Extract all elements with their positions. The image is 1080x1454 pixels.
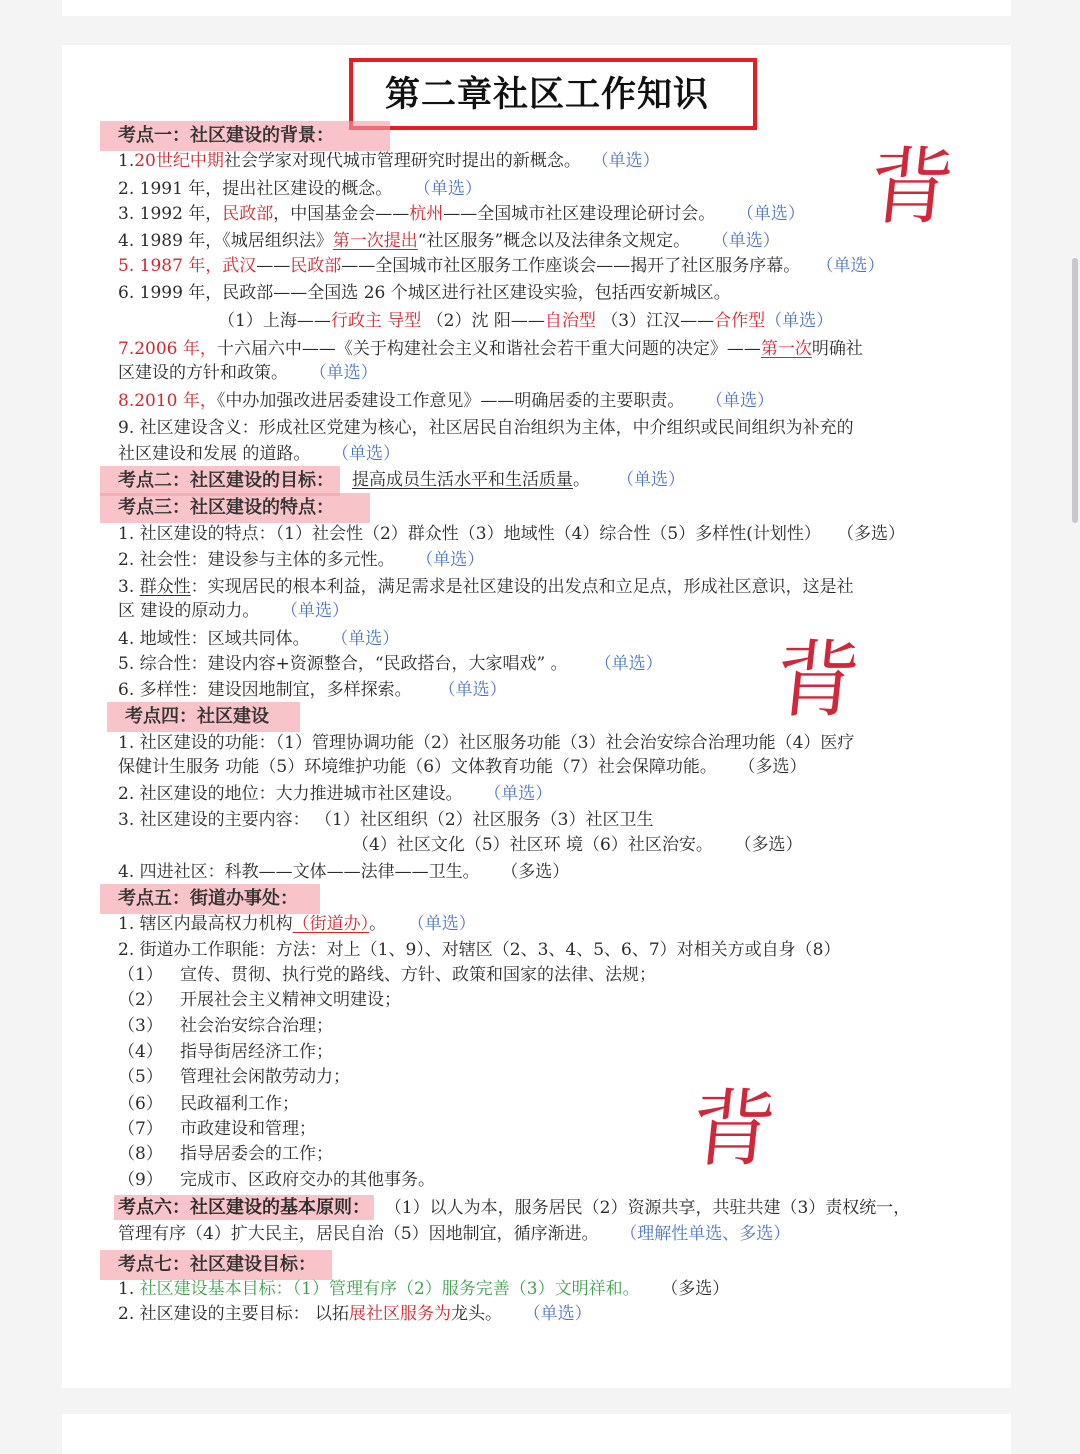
list-item: 9. 社区建设含义：形成社区党建为核心，社区居民自治组织为主体，中介组织或民间组织为补充的 [118, 418, 854, 438]
list-item: 5. 综合性：建设内容+资源整合，“民政搭台，大家唱戏” 。 （单选） [118, 654, 663, 674]
list-item: 保健计生服务 功能（5）环境维护功能（6）文体教育功能（7）社会保障功能。 （多选） [118, 757, 807, 777]
list-item: 7.2006 年，十六届六中——《关于构建社会主义和谐社会若干重大问题的决定》——第一次明确社 [118, 339, 863, 359]
next-page-card [62, 1414, 1011, 1454]
list-item: 2. 社区建设的地位：大力推进城市社区建设。 （单选） [118, 784, 553, 804]
list-item: 6. 多样性：建设因地制宜，多样探索。 （单选） [118, 680, 507, 700]
section-heading: 考点一：社区建设的背景： [100, 121, 390, 151]
section-heading: 考点五：街道办事处： [100, 884, 320, 914]
section-heading: 考点四：社区建设 [107, 702, 300, 732]
list-item: 6. 1999 年，民政部——全国选 26 个城区进行社区建设实验，包括西安新城区。 [118, 283, 731, 303]
list-item: 1. 社区建设基本目标：（1）管理有序（2）服务完善（3）文明祥和。 （多选） [118, 1279, 730, 1299]
list-item: 3. 社区建设的主要内容： （1）社区组织（2）社区服务（3）社区卫生 [118, 810, 654, 830]
sub-item: （9） 完成市、区政府交办的其他事务。 [118, 1170, 435, 1190]
section-heading: 考点三：社区建设的特点： [100, 493, 370, 523]
sub-item: （2） 开展社会主义精神文明建设； [118, 990, 401, 1010]
section-heading: 考点六：社区建设的基本原则： [114, 1195, 374, 1220]
list-item: 2. 社会性：建设参与主体的多元性。 （单选） [118, 550, 485, 570]
section-heading: 考点二：社区建设的目标： [100, 466, 340, 496]
list-item: 3. 1992 年，民政部，中国基金会——杭州——全国城市社区建设理论研讨会。 （单选） [118, 204, 805, 224]
memorize-stamp: 背 [770, 631, 865, 729]
sub-item: （4） 指导街居经济工作； [118, 1042, 333, 1062]
sub-item: （1） 宣传、贯彻、执行党的路线、方针、政策和国家的法律、法规； [118, 965, 656, 985]
section-body: 考点六：社区建设的基本原则： （1）以人为本，服务居民（2）资源共享，共驻共建（3）责权统一， [118, 1195, 910, 1221]
section-heading: 考点七：社区建设目标： [100, 1250, 332, 1280]
scrollbar-thumb[interactable] [1072, 258, 1078, 523]
list-item: 1. 社区建设的特点：（1）社会性（2）群众性（3）地域性（4）综合性（5）多样性(计划性） （多选） [118, 524, 906, 544]
list-item: 1.20世纪中期社会学家对现代城市管理研究时提出的新概念。 （单选） [118, 151, 660, 171]
list-item: 2. 社区建设的主要目标： 以拓展社区服务为龙头。 （单选） [118, 1304, 592, 1324]
list-item: 8.2010 年，《中办加强改进居委建设工作意见》——明确居委的主要职责。 （单选） [118, 391, 775, 411]
list-item: 1. 辖区内最高权力机构（街道办）。 （单选） [118, 914, 476, 934]
memorize-stamp: 背 [864, 138, 959, 236]
list-item: 5. 1987 年，武汉——民政部——全国城市社区服务工作座谈会——揭开了社区服务序幕。 （单选） [118, 256, 885, 276]
sub-item: （7） 市政建设和管理； [118, 1119, 316, 1139]
list-item: 2. 街道办工作职能：方法：对上（1、9）、对辖区（2、3、4、5、6、7）对相关方或自身（8） [118, 940, 841, 960]
list-item: 区 建设的原动力。 （单选） [118, 601, 350, 621]
list-item: 社区建设和发展 的道路。 （单选） [118, 444, 401, 464]
sub-item: （6） 民政福利工作； [118, 1094, 299, 1114]
list-item: （4）社区文化（5）社区环 境（6）社区治安。 （多选） [352, 835, 803, 855]
list-item: 4. 1989 年，《城居组织法》第一次提出“社区服务”概念以及法律条文规定。 （单选） [118, 231, 780, 251]
section-body: 提高成员生活水平和生活质量。 （单选） [352, 470, 686, 490]
list-item: 3. 群众性：实现居民的根本利益，满足需求是社区建设的出发点和立足点，形成社区意识，这是社 [118, 577, 854, 597]
list-item: 2. 1991 年，提出社区建设的概念。 （单选） [118, 179, 482, 199]
list-item: 4. 地域性：区域共同体。 （单选） [118, 629, 400, 649]
list-item: （1）上海——行政主 导型 （2）沈 阳——自治型 （3）江汉——合作型（单选） [218, 311, 834, 331]
page-title: 第二章社区工作知识 [349, 58, 757, 130]
sub-item: （8） 指导居委会的工作； [118, 1144, 333, 1164]
sub-item: （5） 管理社会闲散劳动力； [118, 1067, 350, 1087]
list-item: 区建设的方针和政策。 （单选） [118, 363, 378, 383]
memorize-stamp: 背 [686, 1080, 781, 1178]
sub-item: （3） 社会治安综合治理； [118, 1016, 333, 1036]
section-body: 管理有序（4）扩大民主，居民自治（5）因地制宜，循序渐进。 （理解性单选、多选） [118, 1224, 791, 1244]
list-item: 4. 四进社区：科教——文体——法律——卫生。 （多选） [118, 862, 570, 882]
previous-page-card [62, 0, 1011, 16]
list-item: 1. 社区建设的功能：（1）管理协调功能（2）社区服务功能（3）社会治安综合治理功能（4）医疗 [118, 733, 855, 753]
